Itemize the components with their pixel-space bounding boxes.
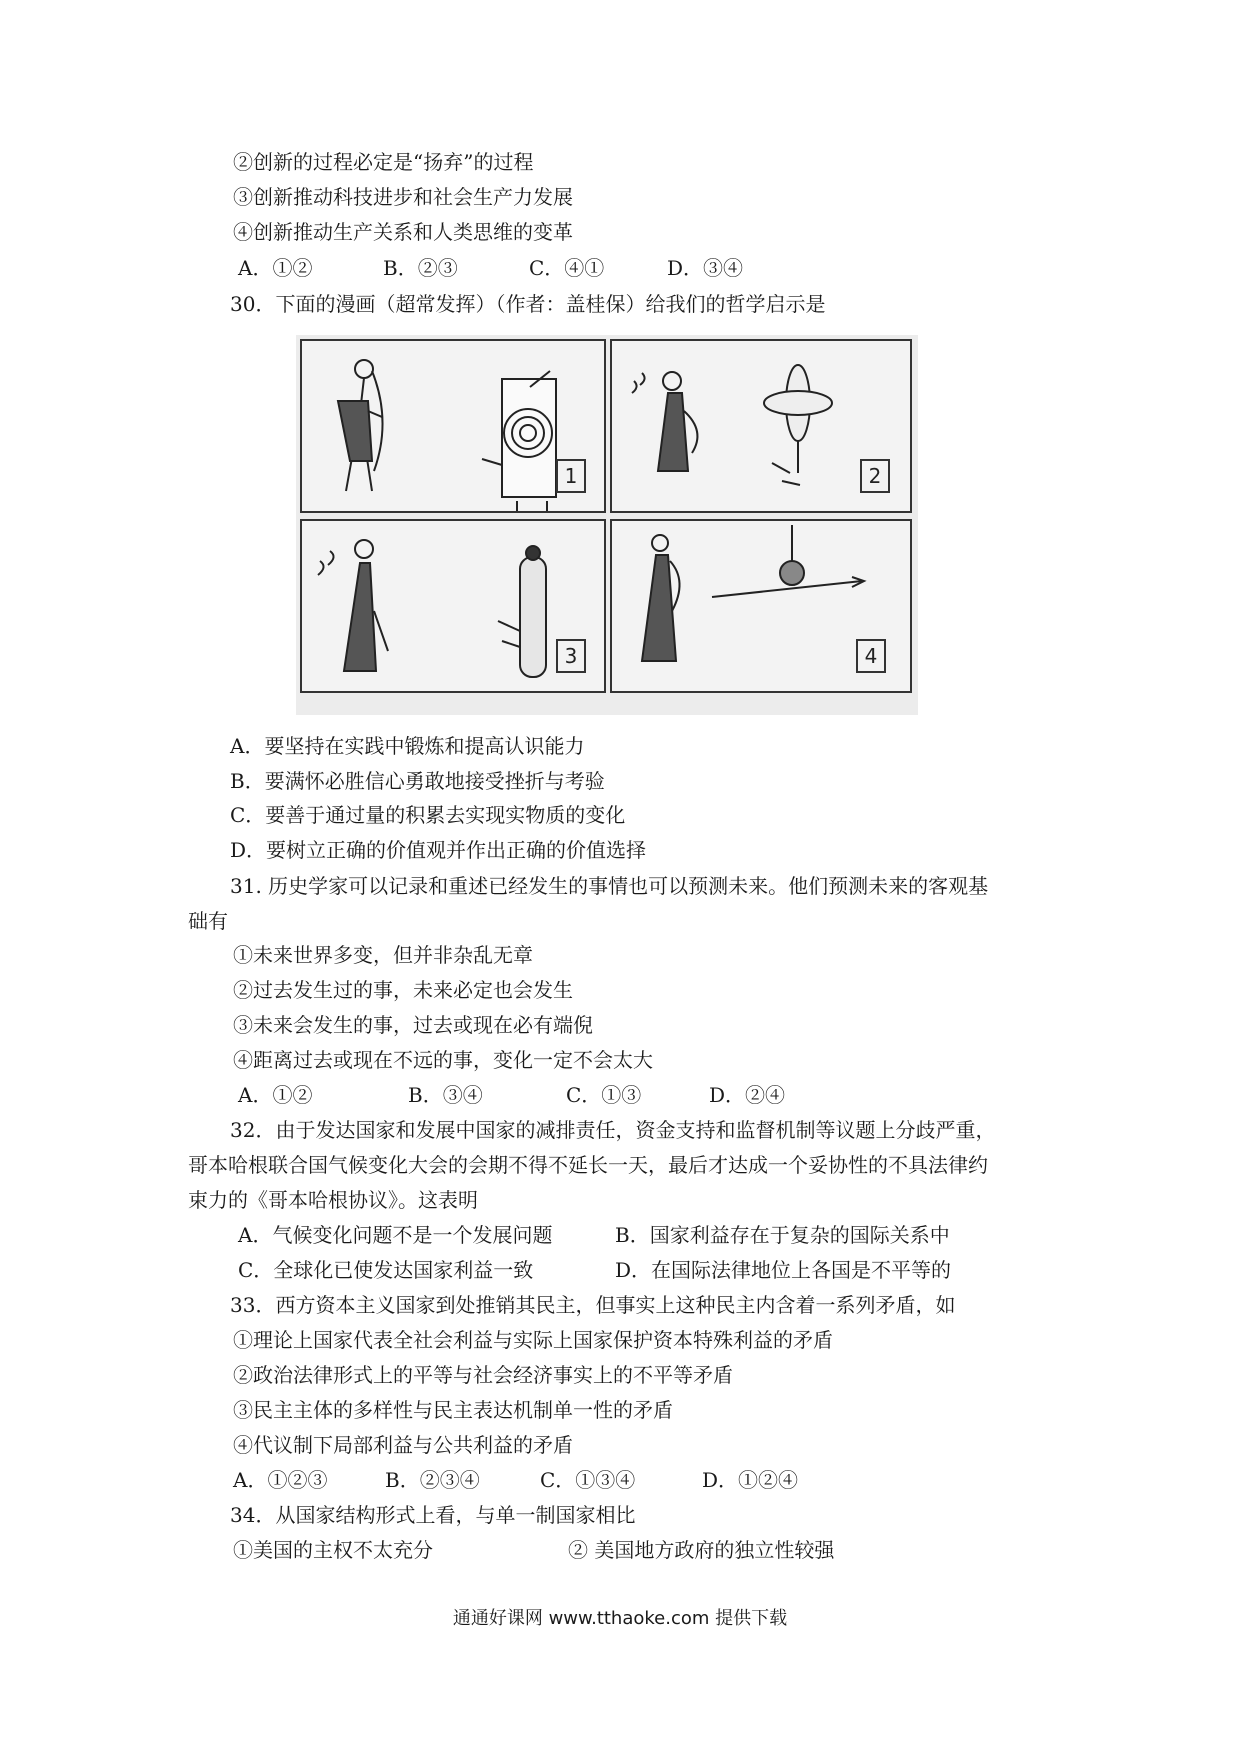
q32-option-b: B．国家利益存在于复杂的国际关系中 [615,1223,950,1247]
q32-option-a: A．气候变化问题不是一个发展问题 [238,1223,553,1247]
panel-number-4: 4 [856,639,886,673]
q32-options-row1 [238,1223,950,1247]
q34-stem: 34．从国家结构形式上看，与单一制国家相比 [230,1503,636,1527]
q31-option-d: D．②④ [709,1083,786,1107]
q33-item-1: ①理论上国家代表全社会利益与实际上国家保护资本特殊利益的矛盾 [233,1328,833,1352]
comic-panel-4 [610,519,912,693]
q30-stem: 30．下面的漫画（超常发挥）（作者：盖桂保）给我们的哲学启示是 [230,292,826,316]
q29-option-b: B．②③ [383,256,458,280]
q34-item-2: ② 美国地方政府的独立性较强 [568,1538,835,1562]
q31-item-1: ①未来世界多变，但并非杂乱无章 [233,943,533,967]
q29-option-c: C．④① [529,256,605,280]
panel-number-2: 2 [860,459,890,493]
q31-options [238,1083,785,1107]
q30-option-a: A．要坚持在实践中锻炼和提高认识能力 [230,734,585,758]
comic-panel-1 [300,339,606,513]
q29-options [238,256,743,280]
q34-items [233,1538,834,1562]
q33-stem: 33．西方资本主义国家到处推销其民主，但事实上这种民主内含着一系列矛盾，如 [230,1293,956,1317]
q30-option-c: C．要善于通过量的积累去实现实物质的变化 [230,803,626,827]
q32-stem-line2: 哥本哈根联合国气候变化大会的会期不得不延长一天，最后才达成一个妥协性的不具法律约 [188,1153,988,1177]
q29-option-a: A．①② [238,256,313,280]
q33-item-3: ③民主主体的多样性与民主表达机制单一性的矛盾 [233,1398,673,1422]
q33-option-d: D．①②④ [702,1468,799,1492]
q31-stem-line2: 础有 [188,909,228,933]
q31-option-c: C．①③ [566,1083,642,1107]
q30-option-d: D．要树立正确的价值观并作出正确的价值选择 [230,838,647,862]
q31-option-a: A．①② [238,1083,313,1107]
q32-stem-line3: 束力的《哥本哈根协议》。这表明 [188,1188,478,1212]
comic-panel-3 [300,519,606,693]
q33-item-2: ②政治法律形式上的平等与社会经济事实上的不平等矛盾 [233,1363,733,1387]
panel-number-3: 3 [556,639,586,673]
q29-item-2: ②创新的过程必定是“扬弃”的过程 [233,150,534,174]
q31-item-3: ③未来会发生的事，过去或现在必有端倪 [233,1013,593,1037]
panel-number-1: 1 [556,459,586,493]
page-footer: 通通好课网 www.tthaoke.com 提供下载 [452,1608,788,1629]
comic-image [296,335,918,715]
q30-option-b: B．要满怀必胜信心勇敢地接受挫折与考验 [230,769,605,793]
q33-item-4: ④代议制下局部利益与公共利益的矛盾 [233,1433,573,1457]
q31-option-b: B．③④ [408,1083,483,1107]
q31-item-4: ④距离过去或现在不远的事，变化一定不会太大 [233,1048,653,1072]
q31-stem-line1: 31. 历史学家可以记录和重述已经发生的事情也可以预测未来。他们预测未来的客观基 [230,874,989,898]
q32-option-c: C．全球化已使发达国家利益一致 [238,1258,534,1282]
q29-option-d: D．③④ [667,256,744,280]
q32-stem-line1: 32．由于发达国家和发展中国家的减排责任，资金支持和监督机制等议题上分歧严重， [230,1118,996,1142]
comic-panel-2 [610,339,912,513]
q33-options [233,1468,798,1492]
q32-option-d: D．在国际法律地位上各国是不平等的 [615,1258,952,1282]
q29-item-3: ③创新推动科技进步和社会生产力发展 [233,185,573,209]
q33-option-b: B．②③④ [385,1468,480,1492]
q34-item-1: ①美国的主权不太充分 [233,1538,433,1562]
q31-item-2: ②过去发生过的事，未来必定也会发生 [233,978,573,1002]
q32-options-row2 [238,1258,951,1282]
q33-option-c: C．①③④ [540,1468,636,1492]
q29-item-4: ④创新推动生产关系和人类思维的变革 [233,220,573,244]
q33-option-a: A．①②③ [233,1468,328,1492]
